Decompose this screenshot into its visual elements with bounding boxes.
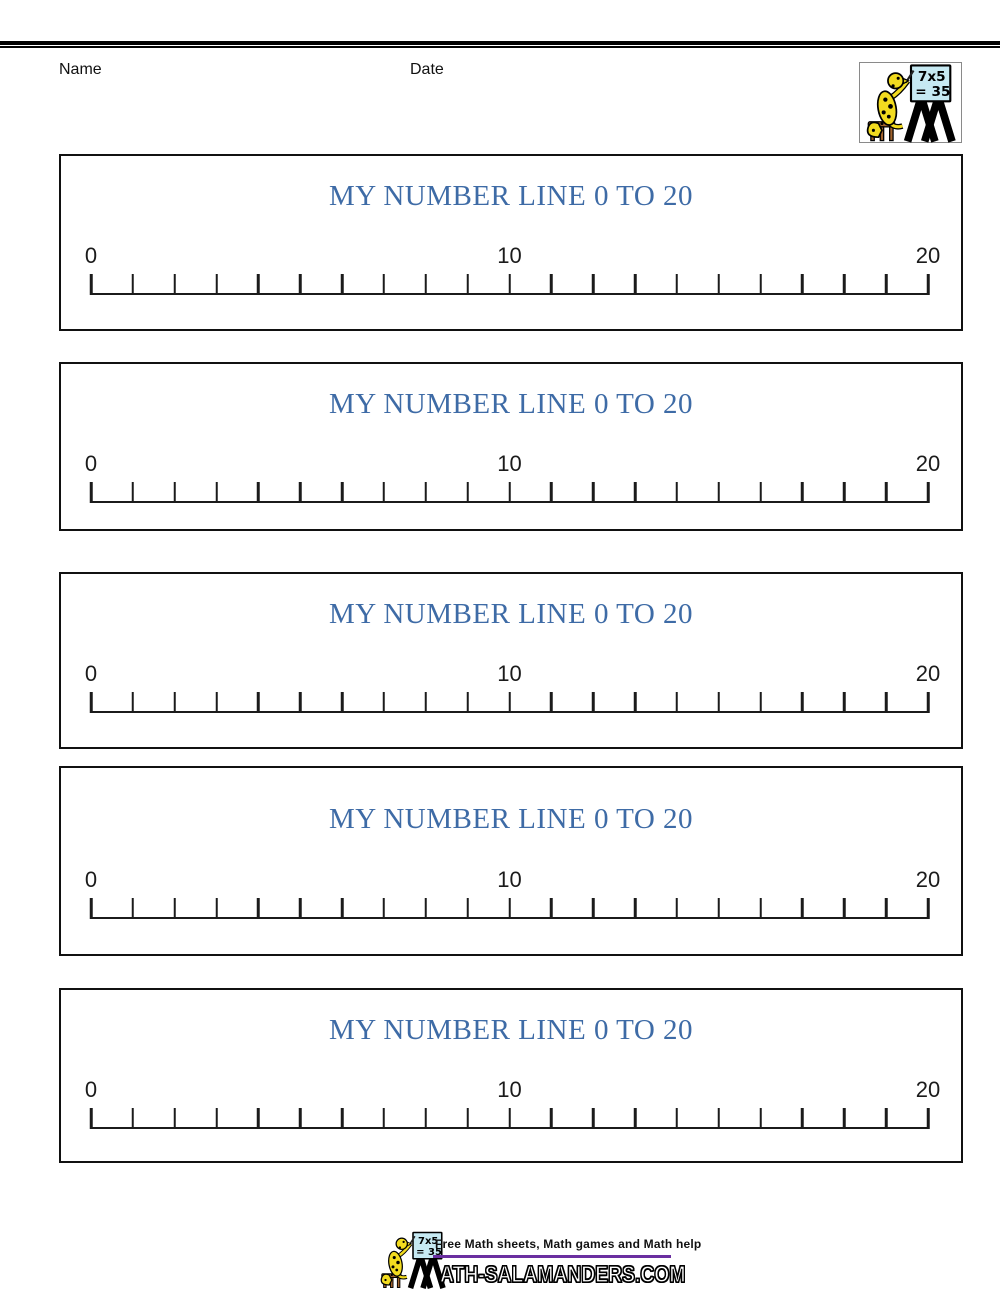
tick-label-0: 0 (84, 451, 98, 476)
tick-mark (550, 1108, 553, 1129)
tick-mark (466, 482, 469, 503)
tick-mark (173, 898, 176, 919)
tick-mark (634, 482, 637, 503)
tick-mark (215, 898, 218, 919)
tick-mark (215, 482, 218, 503)
tick-mark (425, 692, 428, 713)
tick-mark (550, 898, 553, 919)
tick-mark (508, 898, 511, 919)
tick-mark (885, 1108, 888, 1129)
number-line (84, 990, 941, 1161)
tick-mark (885, 482, 888, 503)
tick-mark (676, 898, 679, 919)
tick-mark (634, 692, 637, 713)
tick-mark (132, 692, 135, 713)
tick-mark (843, 898, 846, 919)
tick-mark (927, 1108, 930, 1129)
tick-mark (383, 898, 386, 919)
number-line-card (59, 362, 963, 531)
tick-label-10: 10 (497, 451, 522, 476)
tick-mark (843, 274, 846, 295)
tick-mark (508, 1108, 511, 1129)
tick-mark (132, 274, 135, 295)
tick-mark (550, 274, 553, 295)
tick-mark (718, 482, 721, 503)
tick-mark (90, 482, 93, 503)
tick-mark (634, 1108, 637, 1129)
tick-label-0: 0 (84, 661, 98, 686)
footer-branding (378, 1230, 702, 1294)
ticks-row (91, 898, 928, 919)
tick-mark (843, 1108, 846, 1129)
tick-label-20: 20 (915, 451, 941, 476)
tick-mark (885, 898, 888, 919)
card-title: MY NUMBER LINE 0 TO 20 (328, 803, 694, 835)
ticks-row (91, 1108, 928, 1129)
tick-mark (132, 898, 135, 919)
tick-mark (718, 274, 721, 295)
tick-mark (257, 482, 260, 503)
tick-mark (90, 274, 93, 295)
tick-mark (383, 692, 386, 713)
tick-label-10: 10 (497, 243, 522, 268)
tick-mark (341, 482, 344, 503)
tick-mark (676, 1108, 679, 1129)
tick-mark (508, 482, 511, 503)
tick-mark (843, 692, 846, 713)
number-line-card (59, 766, 963, 956)
tick-mark (383, 274, 386, 295)
tick-mark (173, 274, 176, 295)
tick-mark (927, 274, 930, 295)
tick-mark (341, 898, 344, 919)
tick-mark (257, 274, 260, 295)
name-label: Name (59, 61, 102, 78)
tick-mark (299, 274, 302, 295)
tick-mark (466, 1108, 469, 1129)
tick-mark (634, 898, 637, 919)
tick-mark (299, 1108, 302, 1129)
tick-mark (592, 274, 595, 295)
tick-mark (759, 692, 762, 713)
tick-mark (801, 898, 804, 919)
tick-mark (466, 274, 469, 295)
tick-mark (173, 482, 176, 503)
ticks-row (91, 692, 928, 713)
card-title: MY NUMBER LINE 0 TO 20 (328, 388, 694, 420)
tick-mark (718, 898, 721, 919)
tick-mark (215, 1108, 218, 1129)
tick-mark (759, 898, 762, 919)
tick-mark (508, 274, 511, 295)
tick-mark (257, 1108, 260, 1129)
tick-mark (299, 482, 302, 503)
footer-purple-rule (433, 1255, 671, 1258)
tick-mark (383, 1108, 386, 1129)
tick-mark (676, 274, 679, 295)
tick-mark (676, 482, 679, 503)
tick-mark (173, 1108, 176, 1129)
tick-mark (508, 692, 511, 713)
tick-mark (718, 692, 721, 713)
tick-mark (90, 898, 93, 919)
top-divider-thin-line (0, 46, 1000, 48)
tick-mark (885, 274, 888, 295)
tick-mark (341, 1108, 344, 1129)
footer-tagline: Free Math sheets, Math games and Math help (435, 1237, 702, 1251)
tick-mark (132, 482, 135, 503)
tick-label-10: 10 (497, 661, 522, 686)
tick-mark (341, 692, 344, 713)
card-title: MY NUMBER LINE 0 TO 20 (328, 1014, 694, 1046)
top-divider-thick-line (0, 41, 1000, 45)
card-title: MY NUMBER LINE 0 TO 20 (328, 598, 694, 630)
tick-mark (466, 692, 469, 713)
tick-mark (927, 898, 930, 919)
tick-label-20: 20 (915, 661, 941, 686)
tick-mark (592, 898, 595, 919)
tick-mark (215, 692, 218, 713)
tick-label-20: 20 (915, 243, 941, 268)
tick-label-10: 10 (497, 1077, 522, 1102)
tick-mark (759, 274, 762, 295)
tick-mark (592, 1108, 595, 1129)
tick-label-0: 0 (84, 867, 98, 892)
tick-mark (801, 692, 804, 713)
tick-mark (885, 692, 888, 713)
tick-mark (132, 1108, 135, 1129)
site-wordmark: ATH-SALAMANDERS.COM (440, 1261, 686, 1287)
tick-label-10: 10 (497, 867, 522, 892)
tick-mark (801, 1108, 804, 1129)
tick-mark (843, 482, 846, 503)
tick-mark (425, 1108, 428, 1129)
tick-mark (759, 482, 762, 503)
number-line (84, 768, 941, 954)
card-title: MY NUMBER LINE 0 TO 20 (328, 180, 694, 212)
tick-mark (801, 274, 804, 295)
tick-mark (425, 898, 428, 919)
tick-mark (927, 482, 930, 503)
site-logo (859, 62, 962, 143)
tick-mark (299, 692, 302, 713)
number-line (84, 574, 941, 747)
tick-mark (676, 692, 679, 713)
number-line (84, 156, 941, 329)
tick-mark (550, 692, 553, 713)
tick-mark (90, 1108, 93, 1129)
tick-label-20: 20 (915, 1077, 941, 1102)
tick-mark (425, 274, 428, 295)
tick-mark (215, 274, 218, 295)
tick-mark (90, 692, 93, 713)
top-divider (0, 41, 1000, 48)
ticks-row (91, 482, 928, 503)
tick-mark (466, 898, 469, 919)
tick-mark (299, 898, 302, 919)
tick-mark (257, 692, 260, 713)
number-line-card (59, 572, 963, 749)
tick-mark (425, 482, 428, 503)
tick-mark (173, 692, 176, 713)
number-line (84, 364, 941, 529)
tick-mark (759, 1108, 762, 1129)
tick-label-0: 0 (84, 243, 98, 268)
tick-label-20: 20 (915, 867, 941, 892)
tick-mark (383, 482, 386, 503)
date-label: Date (410, 61, 444, 78)
number-line-card (59, 988, 963, 1163)
ticks-row (91, 274, 928, 295)
tick-mark (341, 274, 344, 295)
salamander-logo-icon (863, 62, 959, 144)
tick-mark (550, 482, 553, 503)
tick-mark (927, 692, 930, 713)
tick-mark (718, 1108, 721, 1129)
tick-mark (592, 692, 595, 713)
number-line-card (59, 154, 963, 331)
tick-mark (634, 274, 637, 295)
tick-mark (801, 482, 804, 503)
tick-label-0: 0 (84, 1077, 98, 1102)
tick-mark (257, 898, 260, 919)
tick-mark (592, 482, 595, 503)
